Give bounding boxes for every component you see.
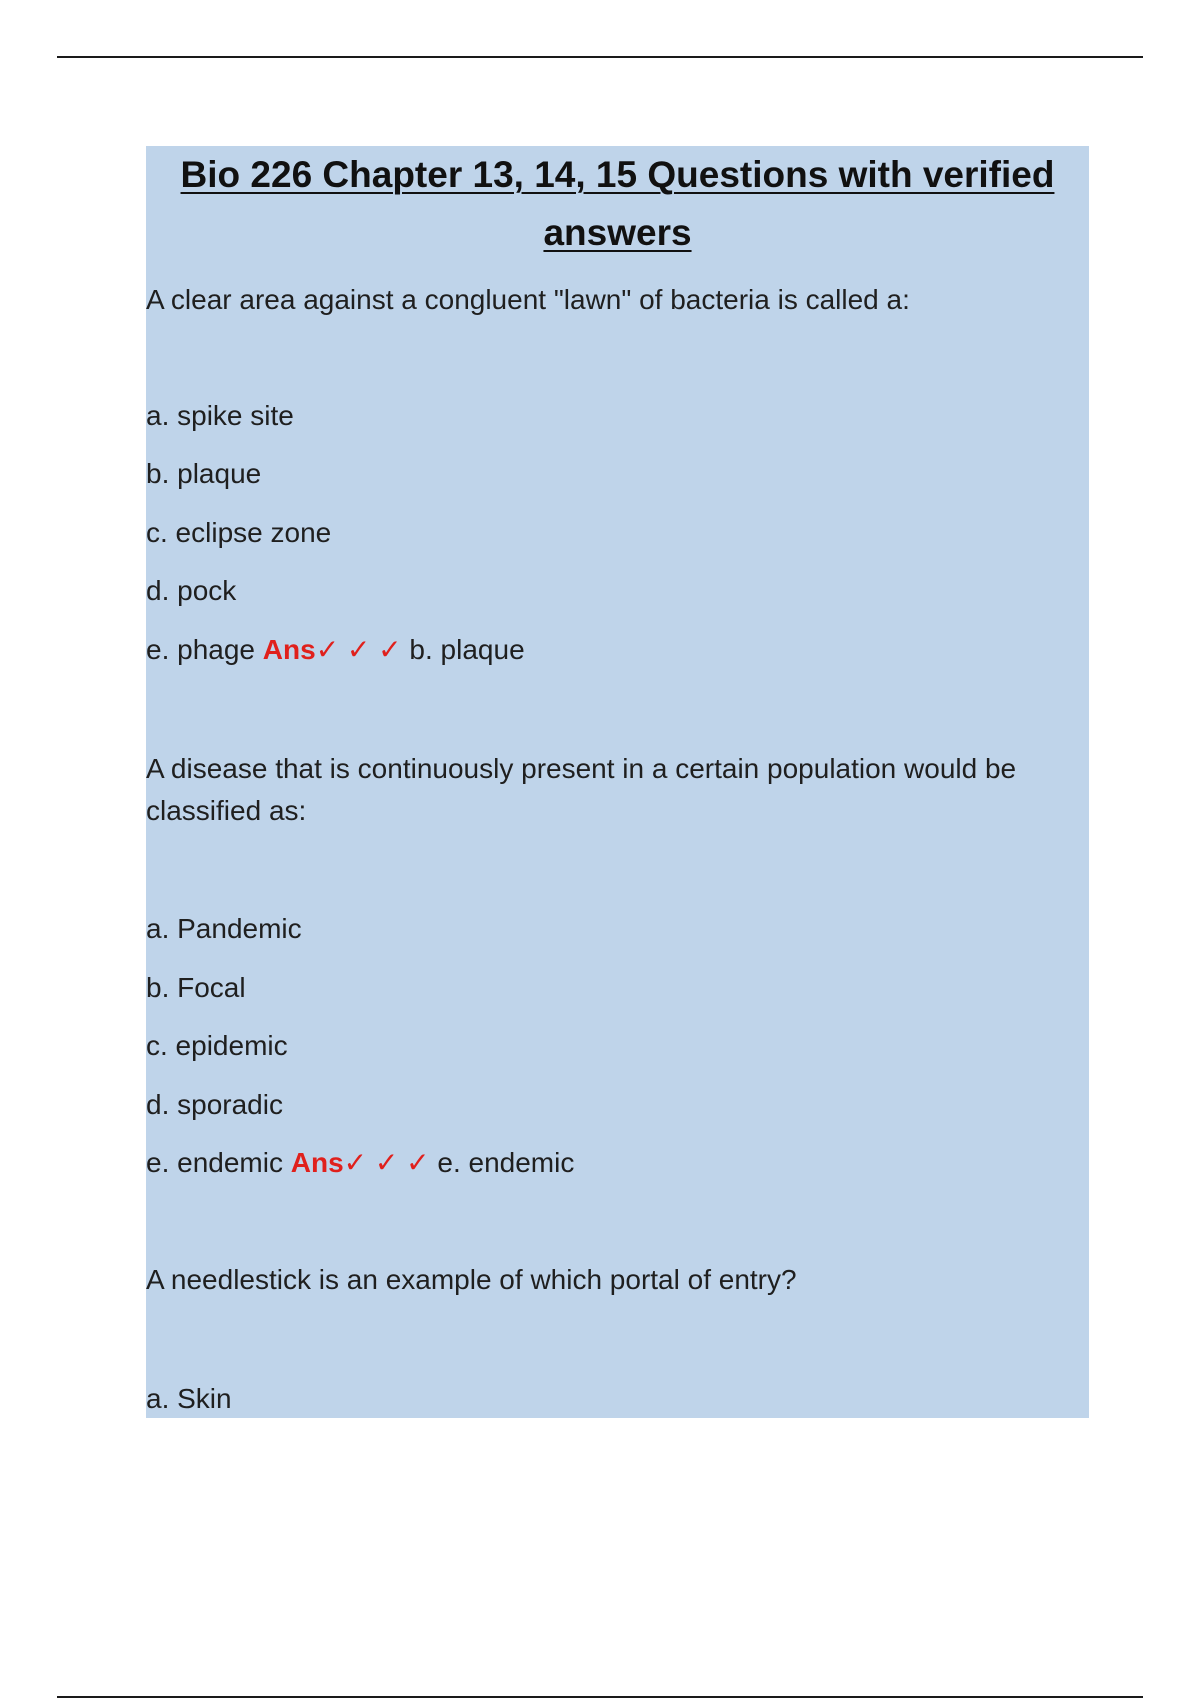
checkmark-icon: ✓ ✓ ✓ bbox=[343, 1147, 430, 1178]
question-2-option-b: b. Focal bbox=[146, 972, 246, 1003]
answer-marker: Ans bbox=[290, 1147, 344, 1178]
answer-marker: Ans bbox=[262, 634, 316, 665]
question-2-option-c: c. epidemic bbox=[146, 1030, 288, 1061]
question-1-option-b: b. plaque bbox=[146, 458, 262, 489]
question-1-answer: b. plaque bbox=[409, 634, 525, 665]
question-2-option-e: e. endemic bbox=[146, 1147, 283, 1178]
question-3-option-a: a. Skin bbox=[146, 1383, 232, 1414]
question-2-answer: e. endemic bbox=[437, 1147, 575, 1178]
question-1-prompt: A clear area against a congluent "lawn" of bacteria is called a: bbox=[146, 284, 910, 315]
footer-rule bbox=[57, 1696, 1143, 1698]
question-2-option-a: a. Pandemic bbox=[146, 913, 302, 944]
checkmark-icon: ✓ ✓ ✓ bbox=[315, 634, 402, 665]
question-panel bbox=[146, 146, 1089, 1418]
question-1-option-d: d. pock bbox=[146, 575, 237, 606]
header-rule bbox=[57, 56, 1143, 58]
document-title: Bio 226 Chapter 13, 14, 15 Questions with verified answers bbox=[180, 154, 1055, 253]
question-1-option-a: a. spike site bbox=[146, 400, 294, 431]
question-2-option-e-line bbox=[146, 1142, 574, 1184]
question-3-prompt: A needlestick is an example of which portal of entry? bbox=[146, 1264, 797, 1295]
question-1-option-c: c. eclipse zone bbox=[146, 517, 332, 548]
question-2-option-d: d. sporadic bbox=[146, 1089, 283, 1120]
question-1-option-e-line bbox=[146, 629, 525, 671]
question-1-option-e: e. phage bbox=[146, 634, 255, 665]
question-2-prompt: A disease that is continuously present in a certain population would be classified as: bbox=[146, 753, 1017, 826]
